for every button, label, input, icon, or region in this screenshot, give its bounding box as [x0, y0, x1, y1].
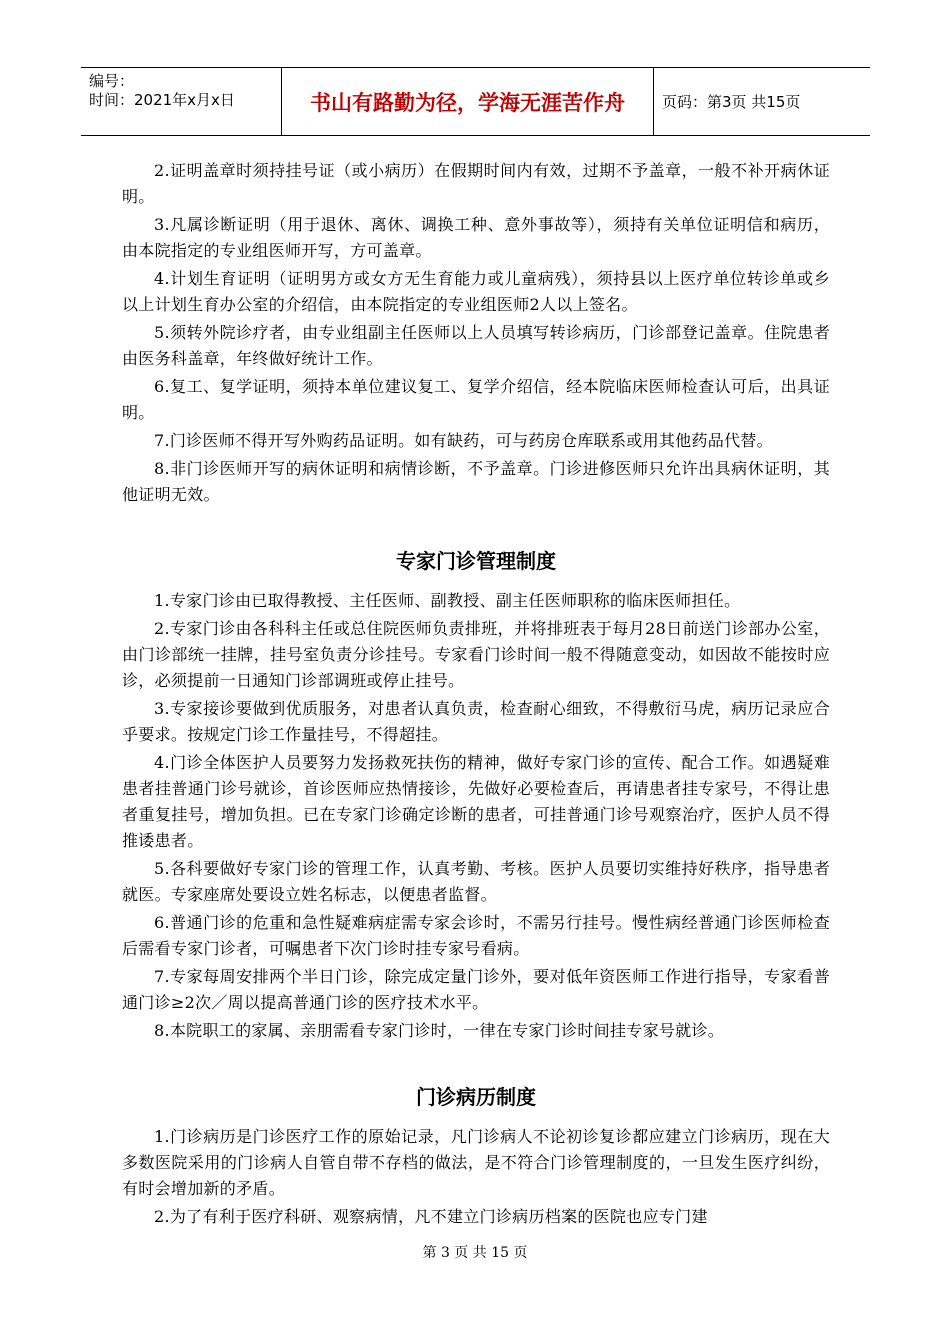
- paragraph: 5.各科要做好专家门诊的管理工作，认真考勤、考核。医护人员要切实维持好秩序，指导患者就医。专家座席处要设立姓名标志，以便患者监督。: [122, 859, 830, 904]
- paragraph: 6.普通门诊的危重和急性疑难病症需专家会诊时，不需另行挂号。慢性病经普通门诊医师检查后需看专家门诊者，可嘱患者下次门诊时挂专家号看病。: [122, 913, 830, 958]
- paragraph: 3.专家接诊要做到优质服务，对患者认真负责，检查耐心细致，不得敷衍马虎，病历记录应合乎要求。按规定门诊工作量挂号，不得超挂。: [122, 699, 830, 744]
- paragraph: 7.专家每周安排两个半日门诊，除完成定量门诊外，要对低年资医师工作进行指导，专家看普通门诊≥2次／周以提高普通门诊的医疗技术水平。: [122, 967, 830, 1012]
- paragraph: 7.门诊医师不得开写外购药品证明。如有缺药，可与药房仓库联系或用其他药品代替。: [154, 431, 773, 450]
- header-meta: [81, 68, 282, 135]
- document-time: 时间：2021年x月x日: [89, 91, 235, 109]
- paragraph: 4.计划生育证明（证明男方或女方无生育能力或儿童病残），须持县以上医疗单位转诊单或乡以上计划生育办公室的介绍信，由本院指定的专业组医师2人以上签名。: [122, 269, 830, 314]
- paragraph: 2.专家门诊由各科科主任或总住院医师负责排班，并将排班表于每月28日前送门诊部办公室，由门诊部统一挂牌，挂号室负责分诊挂号。专家看门诊时间一般不得随意变动，如因故不能按时应诊，必须提前一日通知门诊部调班或停止挂号。: [122, 619, 830, 690]
- paragraph: 6.复工、复学证明，须持本单位建议复工、复学介绍信，经本院临床医师检查认可后，出具证明。: [122, 377, 830, 422]
- paragraph: 1.专家门诊由已取得教授、主任医师、副教授、副主任医师职称的临床医师担任。: [154, 591, 741, 610]
- document-number-label: 编号：: [89, 72, 135, 90]
- section-medical-records: [122, 1124, 830, 1230]
- header-page-info: 页码：第3页 共15页: [662, 93, 801, 111]
- page-footer: 第 3 页 共 15 页: [422, 1245, 528, 1261]
- paragraph: 2.证明盖章时须持挂号证（或小病历）在假期时间内有效，过期不予盖章，一般不补开病休证明。: [122, 161, 830, 206]
- document-body: [122, 158, 830, 1232]
- header-motto: 书山有路勤为径，学海无涯苦作舟: [282, 68, 654, 135]
- section-certificate-rules: [122, 158, 830, 508]
- page-header: [81, 67, 870, 136]
- paragraph: 1.门诊病历是门诊医疗工作的原始记录，凡门诊病人不论初诊复诊都应建立门诊病历，现在大多数医院采用的门诊病人自管自带不存档的做法，是不符合门诊管理制度的，一旦发生医疗纠纷，有时会增加新的矛盾。: [122, 1127, 830, 1198]
- section-heading-medical-records: 门诊病历制度: [416, 1085, 536, 1109]
- section-heading-expert-clinic: 专家门诊管理制度: [396, 549, 556, 573]
- section-expert-clinic: [122, 588, 830, 1044]
- paragraph: 8.本院职工的家属、亲朋需看专家门诊时，一律在专家门诊时间挂专家号就诊。: [154, 1021, 725, 1040]
- paragraph: 4.门诊全体医护人员要努力发扬救死扶伤的精神，做好专家门诊的宣传、配合工作。如遇疑难患者挂普通门诊号就诊，首诊医师应热情接诊，先做好必要检查后，再请患者挂专家号，不得让患者重复挂号，增加负担。已在专家门诊确定诊断的患者，可挂普通门诊号观察治疗，医护人员不得推诿患者。: [122, 753, 830, 850]
- paragraph: 8.非门诊医师开写的病休证明和病情诊断，不予盖章。门诊进修医师只允许出具病休证明，其他证明无效。: [122, 459, 830, 504]
- paragraph: 5.须转外院诊疗者，由专业组副主任医师以上人员填写转诊病历，门诊部登记盖章。住院患者由医务科盖章，年终做好统计工作。: [122, 323, 830, 368]
- paragraph: 2.为了有利于医疗科研、观察病情，凡不建立门诊病历档案的医院也应专门建: [154, 1207, 708, 1226]
- paragraph: 3.凡属诊断证明（用于退休、离休、调换工种、意外事故等），须持有关单位证明信和病历，由本院指定的专业组医师开写，方可盖章。: [122, 215, 830, 260]
